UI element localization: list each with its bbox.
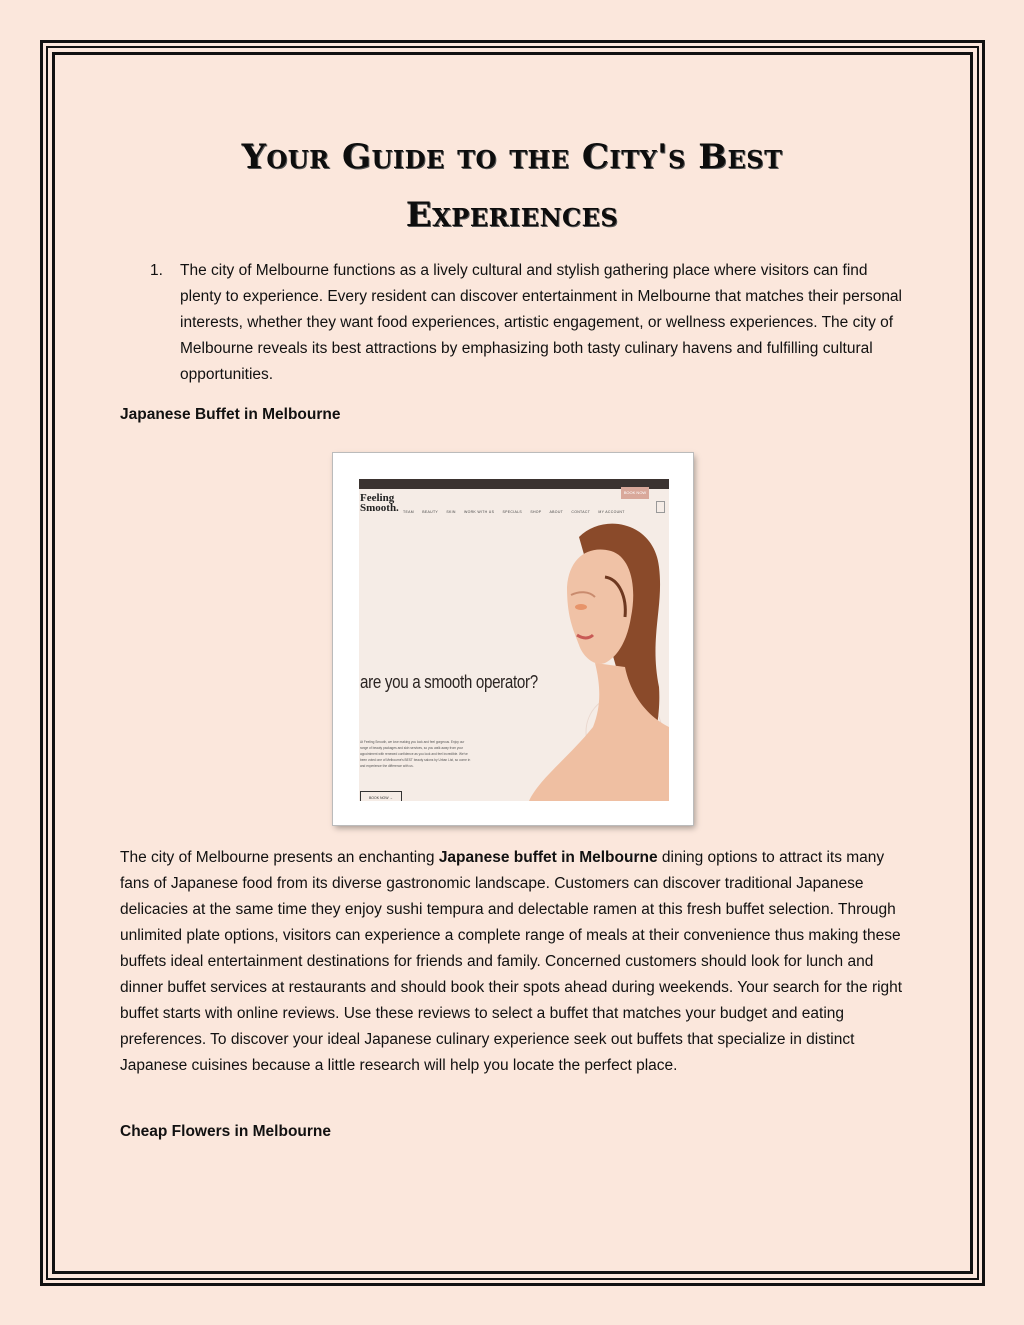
- section-heading-cheap-flowers: Cheap Flowers in Melbourne: [120, 1123, 331, 1140]
- website-nav-item: MY ACCOUNT: [598, 510, 625, 514]
- website-nav-item: ABOUT: [549, 510, 564, 514]
- paragraph-link-japanese-buffet: Japanese buffet in Melbourne: [438, 849, 658, 866]
- website-headline: are you a smooth operator?: [360, 671, 538, 692]
- page-title-line-2: Experiences: [405, 195, 619, 235]
- website-body-text: At Feeling Smooth, we love making you look and feel gorgeous. Enjoy our range of beauty packages and skin services, so you walk away from your appointment with renewed confidence as you look and feel incredible. We've been voted one of Melbourne's BEST beauty salons by Urban List, so come in and experience the difference with us.: [360, 740, 471, 768]
- section-heading-japanese-buffet: Japanese Buffet in Melbourne: [120, 406, 341, 423]
- website-nav-item: CONTACT: [571, 510, 591, 514]
- website-nav-item: SKIN: [446, 510, 456, 514]
- list-item-text: The city of Melbourne functions as a lively cultural and stylish gathering place where visitors can find plenty to experience. Every resident can discover entertainment in Melbourne that matches their personal interests, whether they want food experiences, artistic engagement, or wellness experiences. The city of Melbourne reveals its best attractions by emphasizing both tasty culinary havens and fulfilling cultural opportunities.: [180, 262, 902, 383]
- website-nav-item: SHOP: [530, 510, 542, 514]
- model-portrait-image: [509, 517, 669, 801]
- website-logo: [360, 493, 399, 513]
- intro-list: [120, 258, 910, 388]
- page-title-line-1: Your Guide to the City's Best: [241, 137, 783, 177]
- website-nav-item: WORK WITH US: [463, 510, 495, 514]
- website-nav-item: BEAUTY: [422, 510, 439, 514]
- list-item-number: 1.: [150, 262, 163, 279]
- website-logo-line-1: Feeling: [360, 492, 395, 504]
- section-paragraph-japanese-buffet: [120, 845, 910, 1079]
- website-nav: [403, 510, 632, 514]
- paragraph-text-end: dining options to attract its many fans of Japanese food from its diverse gastronomic landscape. Customers can discover traditional Japanese delicacies at the same time they enjoy sushi tempura and delectable ramen at this fresh buffet selection. Through unlimited plate options, visitors can experience a complete range of meals at their convenience thus making these buffets ideal entertainment destinations for friends and family. Concerned customers should look for lunch and dinner buffet services at restaurants and should book their spots ahead during weekends. Your search for the right buffet starts with online reviews. Use these reviews to select a buffet that matches your budget and eating preferences. To discover your ideal Japanese culinary experience seek out buffets that specialize in distinct Japanese cuisines because a little research will help you locate the perfect place.: [120, 849, 903, 1074]
- website-book-now-button: BOOK NOW: [621, 487, 649, 499]
- website-nav-item: TEAM: [403, 510, 414, 514]
- website-nav-item: SPECIALS: [502, 510, 523, 514]
- website-logo-line-2: Smooth.: [360, 502, 399, 514]
- website-preview: [359, 479, 669, 801]
- page-title: [150, 128, 874, 244]
- shopping-bag-icon: [656, 501, 665, 513]
- website-cta-button: BOOK NOW →: [360, 791, 402, 801]
- embedded-website-screenshot: [333, 453, 693, 825]
- paragraph-text-start: The city of Melbourne presents an enchanting: [120, 849, 439, 866]
